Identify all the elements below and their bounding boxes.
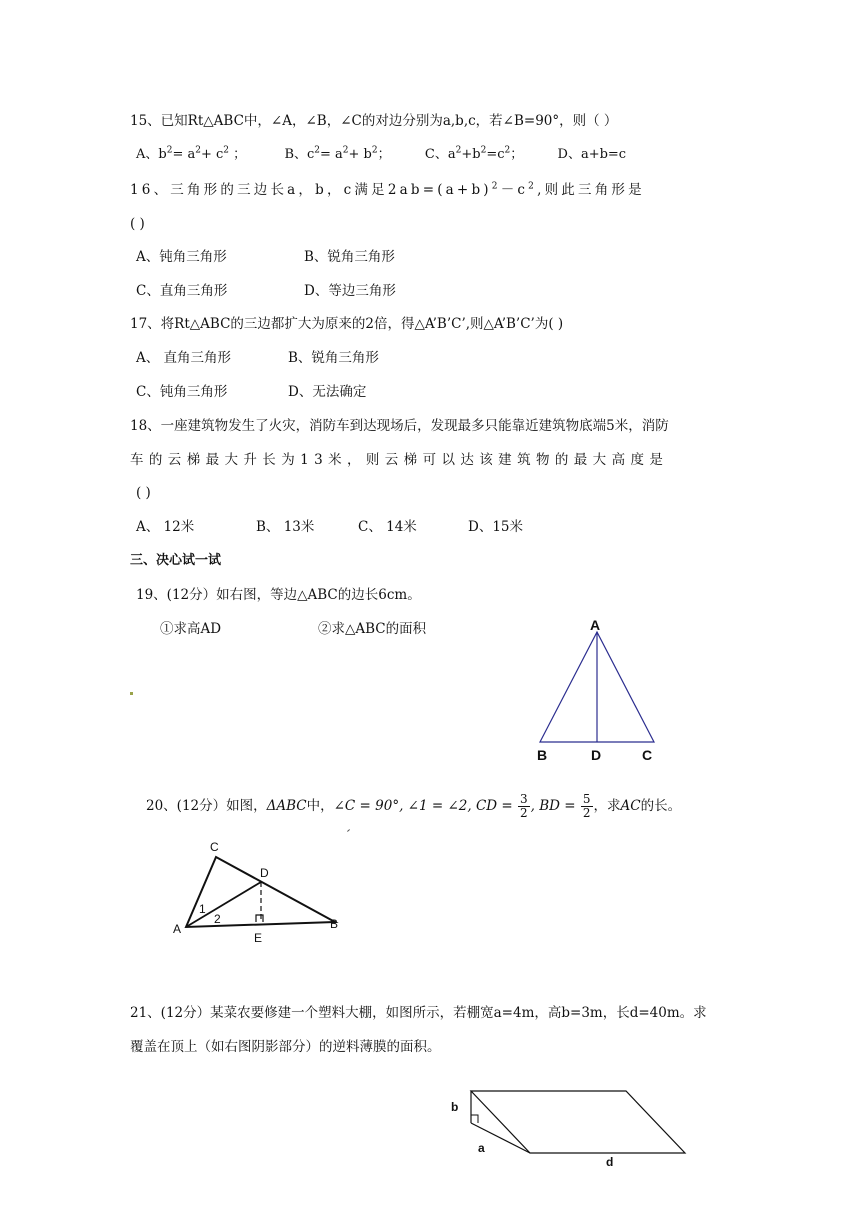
q18-option-d: D、15米 [468,519,524,535]
q20-label-a: A [173,922,182,936]
q21-greenhouse-figure [440,1085,700,1175]
q16-option-a: A、钝角三角形 [136,249,227,265]
stray-mark [347,829,350,832]
q20-right-angle-mark [256,915,263,922]
q20-label-c: C [210,840,219,854]
q20-fraction-cd: $\frac{3}{2}$ [520,792,528,820]
q18-option-a: A、 12米 [136,519,195,535]
q20-triangle: ΔABC [266,798,307,814]
q17-option-d: D、无法确定 [288,384,367,400]
q19-stem: 19、(12分）如右图，等边△ABC的边长6cm。 [136,587,421,603]
q17-option-b: B、锐角三角形 [288,350,379,366]
q21-line-2: 覆盖在顶上（如右图阴影部分）的逆料薄膜的面积。 [130,1039,441,1055]
q21-roof-film [471,1091,685,1153]
q15-option-d: D、a+b=c [557,147,627,162]
q20-fraction-bd: $\frac{5}{2}$ [582,792,591,820]
q19-label-d: D [591,747,602,763]
q16-answer-paren: ( ) [130,216,145,232]
q20-label-e: E [254,931,263,945]
q15-option-b: B、$c^2= a^2+ b^2$； [284,145,391,162]
q15-options [136,146,626,164]
q18-line-2: 车的云梯最大升长为13米，则云梯可以达该建筑物的最大高度是 [130,452,669,468]
section-3-title: 三、决心试一试 [130,553,222,568]
q19-part-1: ①求高AD [160,621,222,637]
q21-label-b: b [451,1100,459,1114]
q21-right-angle-mark [471,1115,478,1123]
q19-label-b: B [537,747,548,763]
q16-stem: 16、三角形的三边长a，b，c满足$2ab=(a+b)^2-c^2$,则此三角形是 [130,181,645,198]
q20-right-triangle-figure [170,835,350,945]
q19-label-c: C [642,747,653,763]
q16-option-b: B、锐角三角形 [304,249,395,265]
q16-option-c: C、直角三角形 [136,283,228,299]
q16-option-d: D、等边三角形 [304,283,396,299]
q15-option-a: A、$b^2= a^2+ c^2$ ； [136,145,247,162]
q20-label-angle-2: 2 [214,912,221,926]
q20-stem: 20、(12分）如图，ΔABC中，∠C = 90°, ∠1 = ∠2, CD = $\frac{3}{2}$ , BD = $\frac{5}{2}$ ，求AC的长。 [146,792,682,820]
q19-label-a: A [590,617,601,633]
stray-dot [130,692,133,695]
q21-label-d: d [606,1155,614,1169]
q15-stem: 15、已知Rt△ABC中，∠A，∠B，∠C的对边分别为a,b,c，若∠B=90°，则（ ） [130,113,618,129]
q18-option-b: B、 13米 [256,519,315,535]
q18-answer-paren: ( ) [136,485,151,501]
q20-bisector-ad [186,882,261,927]
q21-line-1: 21、(12分）某菜农要修建一个塑料大棚，如图所示，若棚宽a=4m，高b=3m，长d=40m。求 [130,1005,707,1021]
q20-label-b: B [330,917,339,931]
q15-option-c: C、$a^2+b^2=c^2$； [424,145,524,162]
q21-label-a: a [478,1141,485,1155]
q19-part-2: ②求△ABC的面积 [318,621,427,637]
q17-option-c: C、钝角三角形 [136,384,228,400]
q17-option-a: A、 直角三角形 [136,350,232,366]
q18-option-c: C、 14米 [358,519,417,535]
q20-label-d: D [260,866,269,880]
q18-line-1: 18、一座建筑物发生了火灾，消防车到达现场后，发现最多只能靠近建筑物底端5米，消防 [130,418,669,434]
q17-stem: 17、将Rt△ABC的三边都扩大为原来的2倍，得△A’B’C’,则△A’B’C’为( ) [130,316,564,332]
q19-equilateral-triangle-figure [520,610,670,770]
q20-label-angle-1: 1 [199,902,206,916]
